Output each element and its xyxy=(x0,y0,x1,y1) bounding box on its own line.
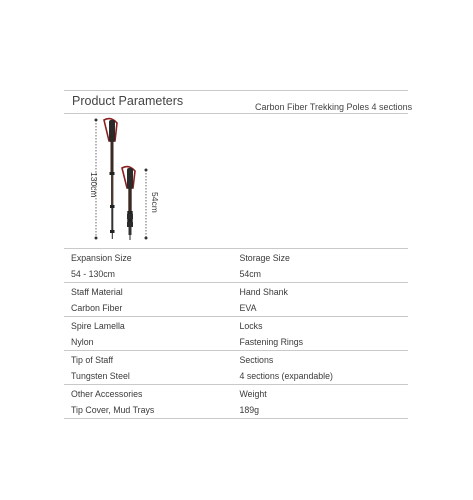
spec-label-row xyxy=(64,250,408,266)
spec-value: Tip Cover, Mud Trays xyxy=(71,405,155,415)
spec-label-row xyxy=(64,386,408,402)
tall-length-label: 130cm xyxy=(89,172,99,198)
spec-label: Expansion Size xyxy=(71,253,132,263)
tall-pole xyxy=(104,119,117,239)
spec-label-row xyxy=(64,352,408,368)
spec-value: Tungsten Steel xyxy=(71,371,130,381)
spec-label: Staff Material xyxy=(71,287,123,297)
short-measure-line xyxy=(145,169,148,240)
spec-value-row xyxy=(64,402,408,418)
spec-value: Nylon xyxy=(71,337,94,347)
spec-value: 54 - 130cm xyxy=(71,269,116,279)
product-figure xyxy=(64,112,244,248)
spec-value: EVA xyxy=(239,303,257,313)
trekking-poles-illustration xyxy=(64,112,244,248)
short-pole xyxy=(122,167,135,240)
spec-value-row xyxy=(64,266,408,282)
spec-label-row xyxy=(64,318,408,334)
spec-value: 189g xyxy=(239,405,260,415)
top-divider xyxy=(64,90,408,91)
spec-group xyxy=(64,282,408,316)
spec-label-row xyxy=(64,284,408,300)
page-title: Product Parameters xyxy=(72,94,184,108)
spec-value: 54cm xyxy=(239,269,262,279)
spec-value: Carbon Fiber xyxy=(71,303,123,313)
spec-group xyxy=(64,350,408,384)
spec-label: Sections xyxy=(239,355,274,365)
product-subtitle: Carbon Fiber Trekking Poles 4 sections xyxy=(255,102,413,112)
spec-label: Other Accessories xyxy=(71,389,143,399)
spec-label: Locks xyxy=(239,321,263,331)
spec-group xyxy=(64,316,408,350)
spec-value-row xyxy=(64,334,408,350)
spec-label: Tip of Staff xyxy=(71,355,114,365)
short-length-label: 54cm xyxy=(150,192,160,213)
spec-label: Weight xyxy=(239,389,267,399)
spec-value-row xyxy=(64,368,408,384)
spec-value: Fastening Rings xyxy=(239,337,304,347)
spec-value-row xyxy=(64,300,408,316)
spec-value: 4 sections (expandable) xyxy=(239,371,333,381)
spec-table xyxy=(64,248,408,419)
spec-group xyxy=(64,384,408,419)
spec-label: Hand Shank xyxy=(239,287,288,297)
spec-group xyxy=(64,248,408,282)
spec-label: Storage Size xyxy=(239,253,290,263)
spec-label: Spire Lamella xyxy=(71,321,125,331)
